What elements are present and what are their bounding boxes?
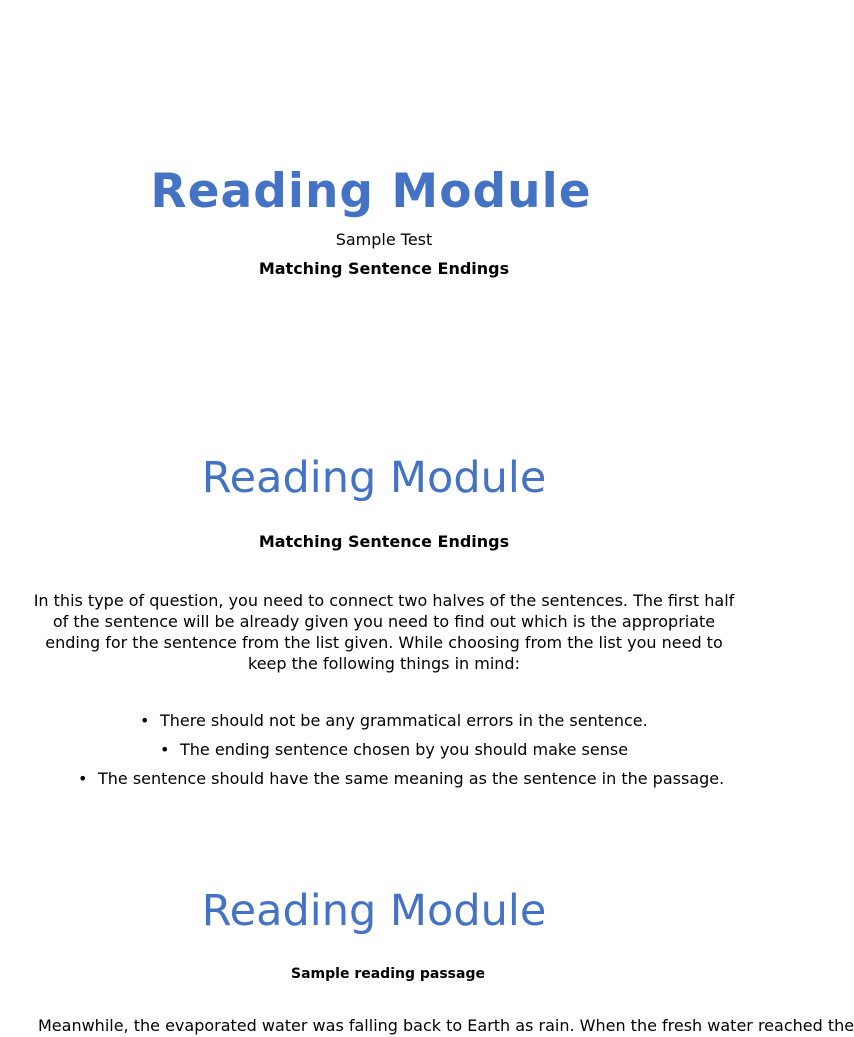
slide-1-title: Reading Module [150,164,592,219]
slide-1-subtitle-bold: Matching Sentence Endings [258,259,510,278]
bullet-item-1 [140,710,648,732]
bullet-dot-icon: • [140,711,150,730]
bullet-item-3 [78,768,725,790]
bullet-dot-icon: • [160,740,170,759]
bullet-text-1: There should not be any grammatical errors in the sentence. [160,711,648,730]
slide-1-subtitle: Sample Test [335,230,433,249]
slide-2-title: Reading Module [201,453,547,503]
slide-2-paragraph: In this type of question, you need to connect two halves of the sentences. The first half of the sentence will be already given you need to find out which is the appropriate ending for the sentence from the list given. While choosing from the list you need to keep the following things in mind: [33,591,735,673]
passage-first-line: Meanwhile, the evaporated water was falling back to Earth as rain. When the fresh water reached the [38,1016,854,1035]
passage-label: Sample reading passage [291,966,485,982]
bullet-text-3: The sentence should have the same meaning as the sentence in the passage. [98,769,725,788]
bullet-item-2 [160,739,629,761]
bullet-text-2: The ending sentence chosen by you should make sense [180,740,629,759]
slide-3-title: Reading Module [201,886,547,936]
slide-2-subheading: Matching Sentence Endings [258,532,510,551]
bullet-dot-icon: • [78,769,88,788]
